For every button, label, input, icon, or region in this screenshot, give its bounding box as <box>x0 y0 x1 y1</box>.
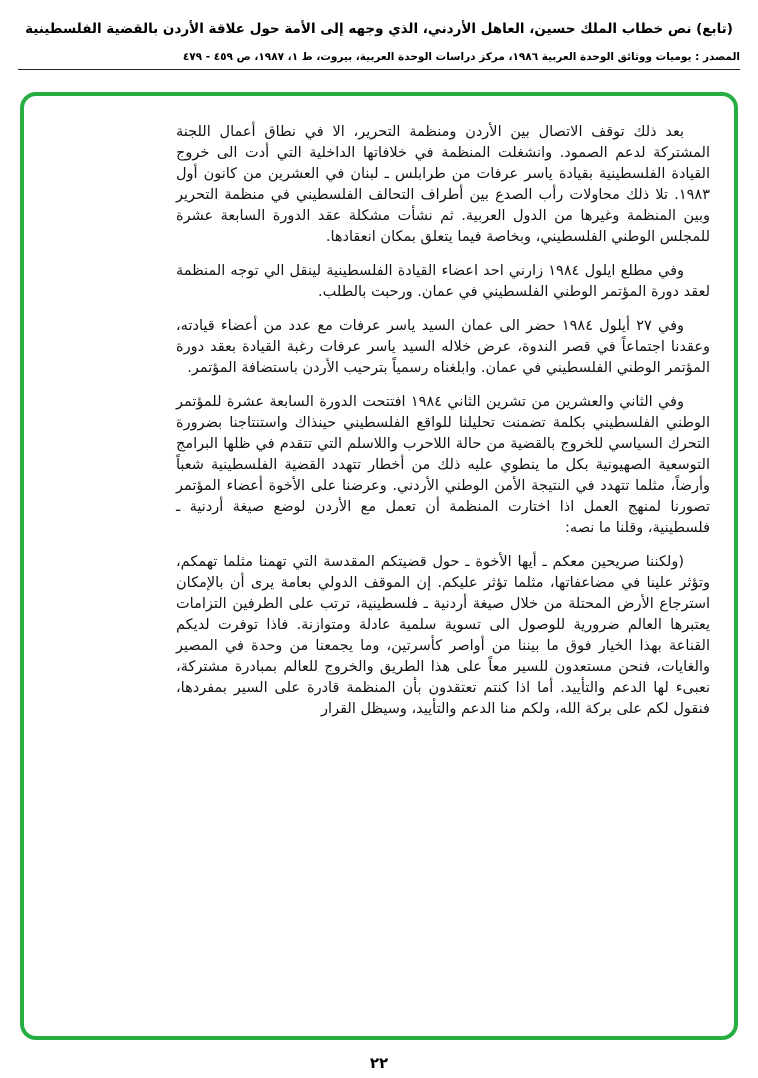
speech-paragraph: (ولكننا صريحين معكم ـ أيها الأخوة ـ حول قضيتكم المقدسة التي تهمنا مثلما تهمكم، وتؤثر علينا في مضاعفاتها، مثلما تؤثر عليكم. إن الموقف الدولي بعامة يرى أن بالإمكان استرجاع الأرض المحتلة من خلال صيغة أردنية ـ فلسطينية، ترتب على الطرفين التزامات يعتبرها العالم ضرورية للوصول الى تسوية سلمية عادلة ومتوازنة. فاذا توفرت لديكم القناعة بهذا الخيار فوق ما بيننا من أواصر كأسرتين، وما يجمعنا من وحدة في المصير والغايات، فنحن مستعدون للسير معاً على هذا الطريق والخروج للعالم بمبادرة مشتركة، نعبىء لها الدعم والتأييد. أما اذا كنتم تعتقدون بأن المنظمة قادرة على السير بمفردها، فنقول لكم على بركة الله، ولكم منا الدعم والتأييد، وسيظل القرار <box>176 554 710 717</box>
source-line: المصدر : يوميات ووثائق الوحدة العربية ١٩٨٦، مركز دراسات الوحدة العربية، بيروت، ط ١، ١٩٨٧، ص ٤٥٩ - ٤٧٩ <box>182 50 740 63</box>
document-title: (تابع) نص خطاب الملك حسين، العاهل الأردني، الذي وجهه إلى الأمة حول علاقة الأردن بالقضية الفلسطينية <box>25 21 733 37</box>
page-number: ٢٢ <box>369 1054 389 1072</box>
speech-paragraph: وفي مطلع ايلول ١٩٨٤ زارني احد اعضاء القيادة الفلسطينية لينقل الي توجه المنظمة لعقد دورة المؤتمر الوطني الفلسطيني في عمان. ورحبت بالطلب. <box>176 263 710 300</box>
speech-text <box>24 96 734 1036</box>
green-border-frame <box>20 92 738 1040</box>
speech-paragraph: وفي الثاني والعشرين من تشرين الثاني ١٩٨٤ افتتحت الدورة السابعة عشرة للمؤتمر الوطني الفلسطيني بكلمة تضمنت تحليلنا للواقع الفلسطيني حينذاك واستنتاجنا بضرورة التحرك السياسي للخروج بالقضية من حالة اللاحرب واللاسلم التي تتقدم في ظلها البرامج التوسعية الصهيونية بكل ما ينطوي عليه ذلك من أخطار تتهدد القضية الفلسطينية شعباً وأرضاً، مثلما تتهدد في النتيجة الأمن الوطني الأردني. وعرضنا على الأخوة أعضاء المؤتمر تصورنا لمنهج العمل اذا اختارت المنظمة أن تعمل مع الأردن لوضع صيغة أردنية ـ فلسطينية، وقلنا ما نصه: <box>176 394 710 536</box>
page-footer <box>0 1053 758 1072</box>
speech-paragraph: وفي ٢٧ أيلول ١٩٨٤ حضر الى عمان السيد ياسر عرفات مع عدد من أعضاء قيادته، وعقدنا اجتماعاً في قصر الندوة، عرض خلاله السيد ياسر عرفات رغبة القيادة بعقد دورة المؤتمر الوطني الفلسطيني في عمان. وابلغناه رسمياً بترحيب الأردن باستضافة المؤتمر. <box>176 318 710 376</box>
speech-paragraph: بعد ذلك توقف الاتصال بين الأردن ومنظمة التحرير، الا في نطاق أعمال اللجنة المشتركة لدعم الصمود. وانشغلت المنظمة في خلافاتها الداخلية التي أدت الى خروج القيادة الفلسطينية بقيادة ياسر عرفات من طرابلس ـ لبنان في العشرين من كانون أول ١٩٨٣. تلا ذلك محاولات رأب الصدع بين أطراف التحالف الفلسطيني في منظمة التحرير وبين المنظمة وغيرها من الدول العربية. ثم نشأت مشكلة عقد الدورة السابعة عشرة للمجلس الوطني الفلسطيني، وبخاصة فيما يتعلق بمكان انعقادها. <box>176 124 710 245</box>
header-divider <box>18 69 740 70</box>
document-header <box>0 0 758 70</box>
